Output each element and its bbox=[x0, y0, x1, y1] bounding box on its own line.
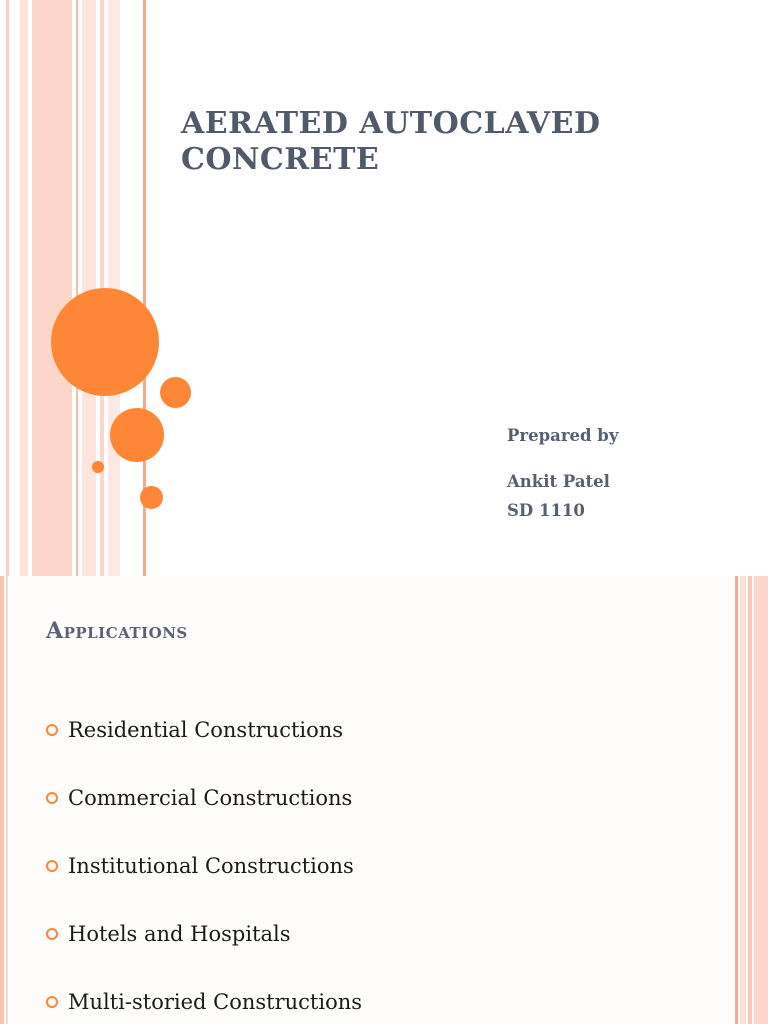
author-name: Ankit Patel bbox=[507, 472, 610, 491]
bullet-circle-icon bbox=[46, 792, 58, 804]
bullet-circle-icon bbox=[46, 860, 58, 872]
decorative-stripe bbox=[76, 0, 78, 576]
bullet-circle-icon bbox=[46, 928, 58, 940]
list-item bbox=[46, 764, 362, 832]
list-item bbox=[46, 696, 362, 764]
list-item-text: Residential Constructions bbox=[68, 718, 344, 742]
decorative-stripe bbox=[32, 0, 72, 576]
list-item bbox=[46, 968, 362, 1024]
decorative-circle-medium bbox=[110, 408, 164, 462]
list-item-text: Multi-storied Constructions bbox=[68, 990, 363, 1014]
slide-title: AERATED AUTOCLAVED CONCRETE bbox=[181, 106, 601, 177]
decorative-circle-tiny bbox=[92, 461, 104, 473]
list-item bbox=[46, 832, 362, 900]
prepared-by-label: Prepared by bbox=[507, 426, 619, 445]
bullet-list bbox=[46, 706, 362, 1024]
decorative-circle-large bbox=[51, 288, 159, 396]
decorative-stripe bbox=[6, 0, 9, 576]
list-item-text: Hotels and Hospitals bbox=[68, 922, 291, 946]
decorative-stripe bbox=[754, 576, 768, 1024]
list-item-text: Institutional Constructions bbox=[68, 854, 354, 878]
decorative-stripe bbox=[0, 576, 4, 1024]
bullet-circle-icon bbox=[46, 996, 58, 1008]
decorative-stripe bbox=[748, 576, 752, 1024]
list-item bbox=[46, 900, 362, 968]
bullet-circle-icon bbox=[46, 724, 58, 736]
decorative-circle-small bbox=[160, 377, 191, 408]
applications-slide bbox=[0, 576, 768, 1024]
decorative-stripe bbox=[20, 0, 28, 576]
list-item-text: Commercial Constructions bbox=[68, 786, 353, 810]
decorative-stripe bbox=[740, 576, 746, 1024]
slide-title: Applications bbox=[46, 618, 188, 644]
decorative-stripe bbox=[6, 576, 8, 1024]
author-id: SD 1110 bbox=[507, 501, 585, 520]
decorative-circle-small bbox=[140, 486, 163, 509]
decorative-stripe bbox=[735, 576, 738, 1024]
